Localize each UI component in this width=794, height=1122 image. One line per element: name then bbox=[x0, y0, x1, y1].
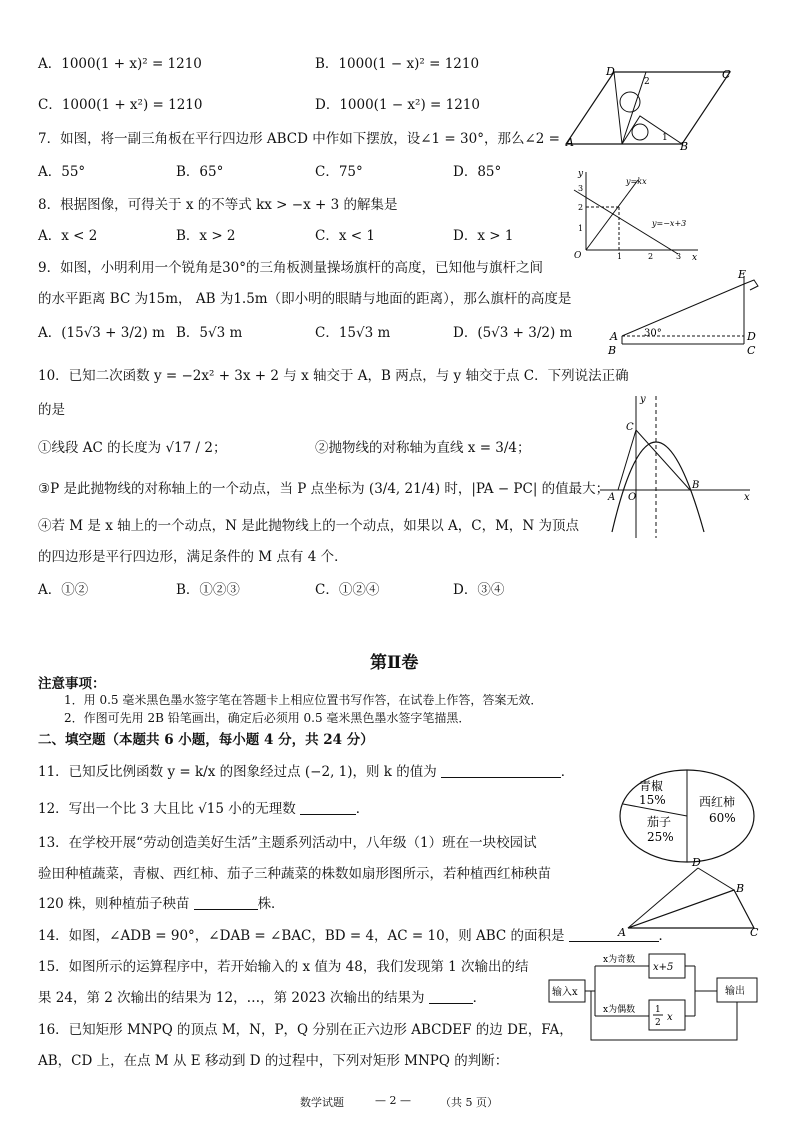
q6-option-c: C．1000(1 + x²) = 1210 bbox=[38, 97, 203, 113]
q14-line bbox=[38, 924, 672, 944]
q10-figure bbox=[594, 392, 754, 542]
q9-label-angle: 30° bbox=[644, 328, 662, 339]
q16-line2: AB，CD 上，在点 M 从 E 移动到 D 的过程中，下列对矩形 MNPQ 的判断： bbox=[38, 1053, 509, 1069]
q15-flowchart bbox=[545, 950, 765, 1046]
footer-page-number: — 2 — bbox=[375, 1094, 411, 1107]
q15-answer-blank bbox=[429, 989, 473, 1004]
q10-option-c: C．①②④ bbox=[315, 582, 380, 598]
q15-end: ． bbox=[472, 990, 487, 1006]
q13-pie-label-eggplant: 茄子 bbox=[647, 815, 672, 829]
q8-tick-x2: 2 bbox=[648, 252, 654, 260]
q7-stem: 7．如图，将一副三角板在平行四边形 ABCD 中作如下摆放，设∠1 = 30°，那么∠2 = bbox=[38, 131, 560, 147]
q11-stem: 11．已知反比例函数 y = k/x 的图象经过点 (−2, 1)，则 k 的值为 bbox=[38, 764, 437, 780]
q8-option-b: B．x > 2 bbox=[176, 228, 236, 244]
q12-stem: 12．写出一个比 3 大且比 √15 小的无理数 bbox=[38, 801, 296, 817]
q15-line1: 15．如图所示的运算程序中，若开始输入的 x 值为 48，我们发现第 1 次输出的结 bbox=[38, 959, 529, 975]
q6-option-b: B．1000(1 − x)² = 1210 bbox=[315, 56, 480, 72]
q8-label-y: y bbox=[578, 169, 584, 179]
q7-option-a: A．55° bbox=[38, 164, 86, 180]
part2-title: 第Ⅱ卷 bbox=[370, 653, 419, 673]
q14-end: ． bbox=[658, 928, 673, 944]
q14-stem: 14．如图，∠ADB = 90°，∠DAB = ∠BAC，BD = 4，AC = 10，则 ABC 的面积是 bbox=[38, 928, 565, 944]
q11-answer-blank bbox=[441, 763, 561, 778]
q13-pie-figure bbox=[617, 766, 757, 866]
q10-statement-1: ①线段 AC 的长度为 √17 / 2； bbox=[38, 440, 227, 456]
q9-label-b: B bbox=[608, 344, 617, 357]
q12-line bbox=[38, 797, 369, 817]
notice-1: 1．用 0.5 毫米黑色墨水签字笔在答题卡上相应位置书写作答，在试卷上作答，答案无效． bbox=[64, 693, 543, 707]
q10-option-b: B．①②③ bbox=[176, 582, 240, 598]
q9-label-d: D bbox=[747, 330, 756, 343]
q13-pie-pct-pepper: 15% bbox=[639, 793, 666, 807]
q9-label-c: C bbox=[747, 344, 756, 357]
q10-statement-3: ③P 是此抛物线的对称轴上的一个动点，当 P 点坐标为 (3/4, 21/4) 时，|PA − PC| 的值最大； bbox=[38, 481, 610, 497]
q8-label-x: x bbox=[692, 253, 698, 260]
q15-flow-output: 输出 bbox=[725, 986, 745, 997]
q15-flow-f2-den: 2 bbox=[655, 1018, 661, 1028]
q8-stem: 8．根据图像，可得关于 x 的不等式 kx > −x + 3 的解集是 bbox=[38, 197, 398, 213]
q15-flow-odd: x为奇数 bbox=[603, 955, 636, 965]
q10-option-d: D．③④ bbox=[453, 582, 505, 598]
q13-stem: 120 株，则种植茄子秧苗 bbox=[38, 896, 190, 912]
q7-option-d: D．85° bbox=[453, 164, 502, 180]
q12-end: ． bbox=[355, 801, 370, 817]
q7-option-b: B．65° bbox=[176, 164, 224, 180]
q15-flow-input: 输入x bbox=[552, 987, 578, 998]
q9-option-d: D．(5√3 + 3/2) m bbox=[453, 325, 573, 341]
q7-label-a: A bbox=[566, 136, 574, 149]
q15-stem: 果 24，第 2 次输出的结果为 12，…，第 2023 次输出的结果为 bbox=[38, 990, 425, 1006]
q13-end: 株． bbox=[257, 896, 285, 912]
q13-answer-blank bbox=[194, 895, 258, 910]
q7-label-angle1: 1 bbox=[662, 133, 668, 143]
q14-label-c: C bbox=[750, 926, 759, 939]
q14-figure bbox=[616, 856, 766, 940]
notice-2: 2．作图可先用 2B 铅笔画出，确定后必须用 0.5 毫米黑色墨水签字笔描黑． bbox=[64, 711, 471, 725]
q9-label-a: A bbox=[610, 330, 618, 343]
q6-option-a: A．1000(1 + x)² = 1210 bbox=[38, 56, 202, 72]
q9-stem-line1: 9．如图，小明利用一个锐角是30°的三角板测量操场旗杆的高度，已知他与旗杆之间 bbox=[38, 260, 544, 276]
q9-option-a: A．(15√3 + 3/2) m bbox=[38, 325, 165, 341]
q13-line3 bbox=[38, 892, 285, 912]
q8-label-line2: y=−x+3 bbox=[652, 219, 687, 228]
q11-line bbox=[38, 760, 574, 780]
q10-statement-4a: ④若 M 是 x 轴上的一个动点，N 是此抛物线上的一个动点，如果以 A，C，M，N 为顶点 bbox=[38, 518, 580, 534]
footer-subject: 数学试题 bbox=[300, 1096, 344, 1109]
q7-label-c: C bbox=[722, 68, 731, 81]
q9-label-e: E bbox=[738, 268, 747, 281]
section-heading-fill-blank: 二、填空题（本题共 6 小题，每小题 4 分，共 24 分） bbox=[38, 732, 374, 748]
q14-label-a: A bbox=[618, 926, 626, 939]
q10-label-c: C bbox=[626, 422, 634, 433]
q10-label-y: y bbox=[640, 394, 646, 405]
q10-label-b: B bbox=[692, 480, 700, 491]
q7-option-c: C．75° bbox=[315, 164, 363, 180]
q13-pie-label-pepper: 青椒 bbox=[639, 779, 664, 793]
q6-option-d: D．1000(1 − x²) = 1210 bbox=[315, 97, 480, 113]
q15-flow-f2-x: x bbox=[667, 1012, 673, 1023]
q7-label-d: D bbox=[606, 65, 615, 78]
q13-pie-pct-eggplant: 25% bbox=[647, 830, 674, 844]
q10-statement-2: ②抛物线的对称轴为直线 x = 3/4； bbox=[315, 440, 531, 456]
q16-line1: 16．已知矩形 MNPQ 的顶点 M，N，P，Q 分别在正六边形 ABCDEF 的边 DE，FA， bbox=[38, 1022, 573, 1038]
q8-option-c: C．x < 1 bbox=[315, 228, 375, 244]
q7-label-angle2: 2 bbox=[644, 77, 650, 87]
q9-option-c: C．15√3 m bbox=[315, 325, 391, 341]
notice-title: 注意事项： bbox=[38, 676, 106, 692]
q12-answer-blank bbox=[300, 800, 356, 815]
q8-label-o: O bbox=[574, 251, 582, 260]
q8-figure bbox=[566, 166, 701, 260]
q10-stem-line2: 的是 bbox=[38, 402, 65, 418]
q10-option-a: A．①② bbox=[38, 582, 89, 598]
q8-label-line1: y=kx bbox=[626, 177, 647, 186]
q15-flow-even: x为偶数 bbox=[603, 1005, 636, 1015]
q9-stem-line2: 的水平距离 BC 为15m， AB 为1.5m（即小明的眼睛与地面的距离），那么旗杆的高度是 bbox=[38, 291, 572, 307]
q13-pie-pct-tomato: 60% bbox=[709, 811, 736, 825]
q8-tick-y3: 3 bbox=[578, 184, 584, 193]
q13-line1: 13．在学校开展“劳动创造美好生活”主题系列活动中，八年级（1）班在一块校园试 bbox=[38, 835, 537, 851]
q13-line2: 验田种植蔬菜，青椒、西红柿、茄子三种蔬菜的株数如扇形图所示，若种植西红柿秧苗 bbox=[38, 866, 551, 882]
q11-end: ． bbox=[560, 764, 575, 780]
q8-option-a: A．x < 2 bbox=[38, 228, 98, 244]
q10-label-o: O bbox=[628, 492, 637, 503]
q9-option-b: B．5√3 m bbox=[176, 325, 243, 341]
q15-line2 bbox=[38, 986, 486, 1006]
q8-tick-y2: 2 bbox=[578, 203, 584, 212]
q8-option-d: D．x > 1 bbox=[453, 228, 514, 244]
q7-label-b: B bbox=[680, 140, 689, 153]
footer-total-pages: （共 5 页） bbox=[440, 1096, 498, 1109]
q8-tick-x1: 1 bbox=[617, 252, 623, 260]
q14-label-d: D bbox=[692, 856, 701, 869]
q14-label-b: B bbox=[736, 882, 745, 895]
q7-figure bbox=[562, 62, 737, 154]
q13-pie-label-tomato: 西红柿 bbox=[699, 795, 736, 809]
q15-flow-f2-num: 1 bbox=[655, 1005, 661, 1015]
q15-flow-f1: x+5 bbox=[653, 962, 674, 973]
q9-figure bbox=[604, 266, 764, 358]
q8-tick-x3: 3 bbox=[676, 252, 682, 260]
q10-stem-line1: 10．已知二次函数 y = −2x² + 3x + 2 与 x 轴交于 A，B 两点，与 y 轴交于点 C．下列说法正确 bbox=[38, 368, 629, 384]
q10-label-x: x bbox=[744, 492, 750, 503]
q10-statement-4b: 的四边形是平行四边形，满足条件的 M 点有 4 个． bbox=[38, 549, 348, 565]
q8-tick-y1: 1 bbox=[578, 224, 584, 233]
q10-label-a: A bbox=[608, 492, 616, 503]
